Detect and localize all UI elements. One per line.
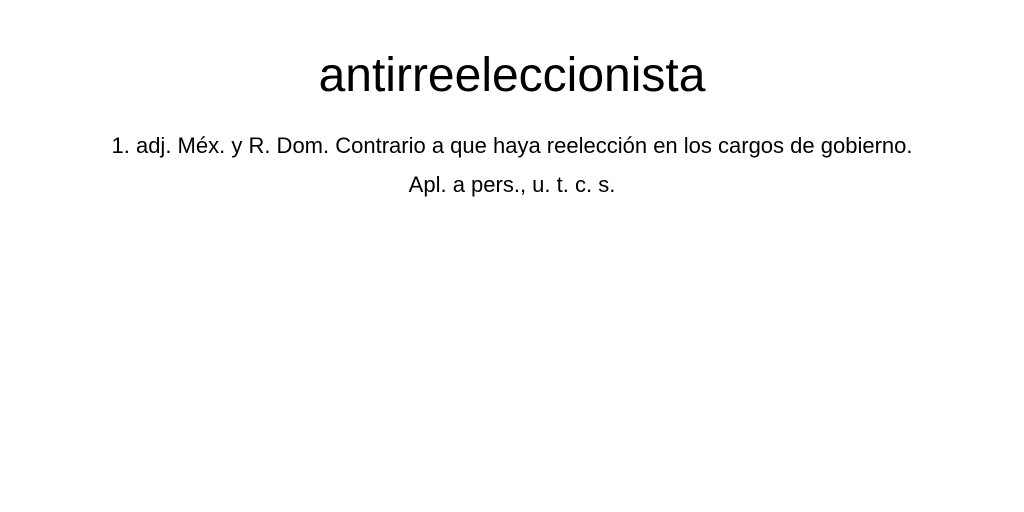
entry-headword: antirreeleccionista [318,49,706,102]
entry-definition: 1. adj. Méx. y R. Dom. Contrario a que haya reelección en los cargos de gobierno. Apl. a pers., u. t. c. s. [111,133,913,197]
